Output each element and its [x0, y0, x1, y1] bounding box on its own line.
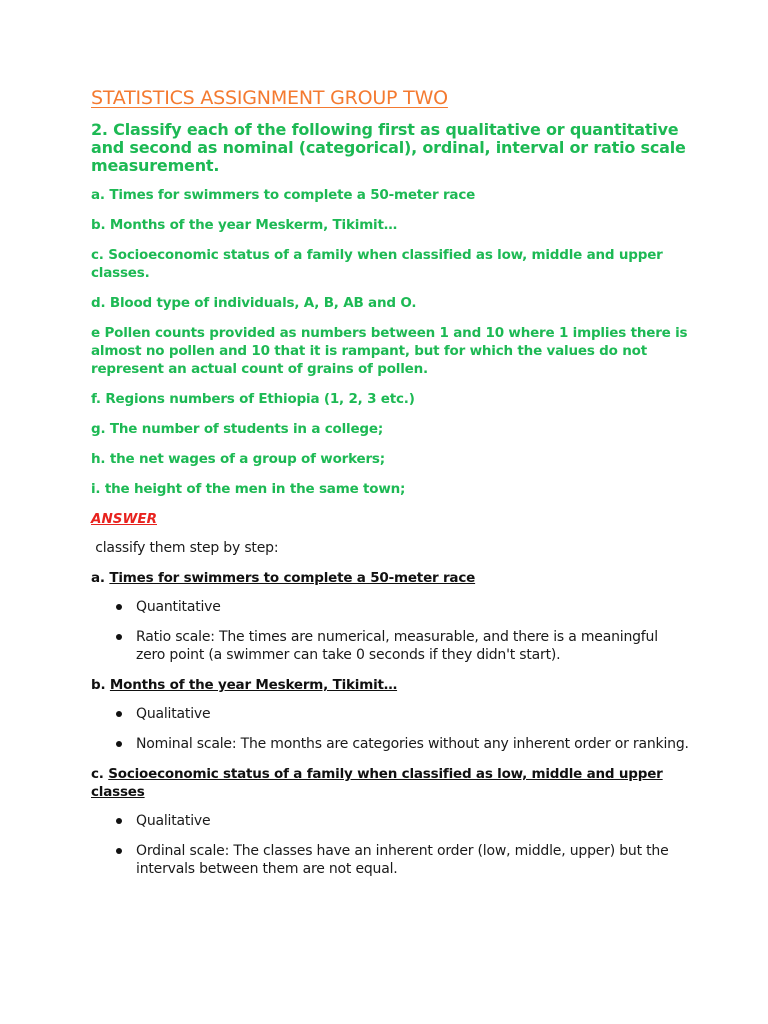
bullet-text: Ratio scale: The times are numerical, measurable, and there is a meaningful zero point (a swimmer can take 0 seconds if they didn't start).	[136, 629, 658, 663]
list-item	[91, 812, 691, 830]
question-list	[91, 186, 691, 498]
question-item-i: i. the height of the men in the same town;	[91, 481, 406, 497]
answer-heading-b	[91, 676, 691, 694]
list-item	[91, 598, 691, 616]
answer-prefix: b.	[91, 677, 110, 693]
bullet-icon	[116, 711, 122, 717]
list-item	[91, 628, 691, 664]
answer-heading-a	[91, 569, 691, 587]
answer-intro: classify them step by step:	[91, 540, 279, 556]
bullet-text: Nominal scale: The months are categories without any inherent order or ranking.	[136, 736, 689, 752]
bullet-text: Qualitative	[136, 706, 211, 722]
question-item-b: b. Months of the year Meskerm, Tikimit…	[91, 217, 398, 233]
bullet-icon	[116, 848, 122, 854]
bullet-icon	[116, 604, 122, 610]
list-item	[91, 842, 691, 878]
bullet-text: Qualitative	[136, 813, 211, 829]
answer-heading-c	[91, 765, 691, 801]
question-item-e: e Pollen counts provided as numbers between 1 and 10 where 1 implies there is almost no pollen and 10 that it is rampant, but for which the values do not represent an actual count of grains of pollen.	[91, 325, 688, 377]
question-item-h: h. the net wages of a group of workers;	[91, 451, 385, 467]
answer-section-a	[91, 569, 691, 664]
bullet-list	[91, 812, 691, 878]
list-item	[91, 705, 691, 723]
question-item-d: d. Blood type of individuals, A, B, AB and O.	[91, 295, 417, 311]
answer-heading-text: Socioeconomic status of a family when classified as low, middle and upper classes	[91, 766, 663, 800]
list-item	[91, 735, 691, 753]
bullet-list	[91, 705, 691, 753]
bullet-list	[91, 598, 691, 664]
answer-label: ANSWER	[91, 511, 157, 527]
question-item-c: c. Socioeconomic status of a family when classified as low, middle and upper classes.	[91, 247, 663, 281]
answer-heading-text: Months of the year Meskerm, Tikimit…	[109, 677, 398, 693]
bullet-text: Ordinal scale: The classes have an inherent order (low, middle, upper) but the intervals between them are not equal.	[136, 843, 669, 877]
document-page	[91, 86, 691, 890]
answer-prefix: c.	[91, 766, 109, 782]
answer-section-c	[91, 765, 691, 878]
answer-heading-text: Times for swimmers to complete a 50-meter race	[109, 570, 476, 586]
question-heading: 2. Classify each of the following first as qualitative or quantitative and second as nominal (categorical), ordinal, interval or ratio scale measurement.	[91, 120, 686, 175]
question-item-g: g. The number of students in a college;	[91, 421, 384, 437]
question-item-f: f. Regions numbers of Ethiopia (1, 2, 3 etc.)	[91, 391, 415, 407]
bullet-icon	[116, 634, 122, 640]
answer-prefix: a.	[91, 570, 110, 586]
assignment-title: STATISTICS ASSIGNMENT GROUP TWO	[91, 87, 448, 109]
bullet-icon	[116, 818, 122, 824]
bullet-text: Quantitative	[136, 599, 221, 615]
question-item-a: a. Times for swimmers to complete a 50-meter race	[91, 187, 476, 203]
bullet-icon	[116, 741, 122, 747]
answer-section-b	[91, 676, 691, 753]
